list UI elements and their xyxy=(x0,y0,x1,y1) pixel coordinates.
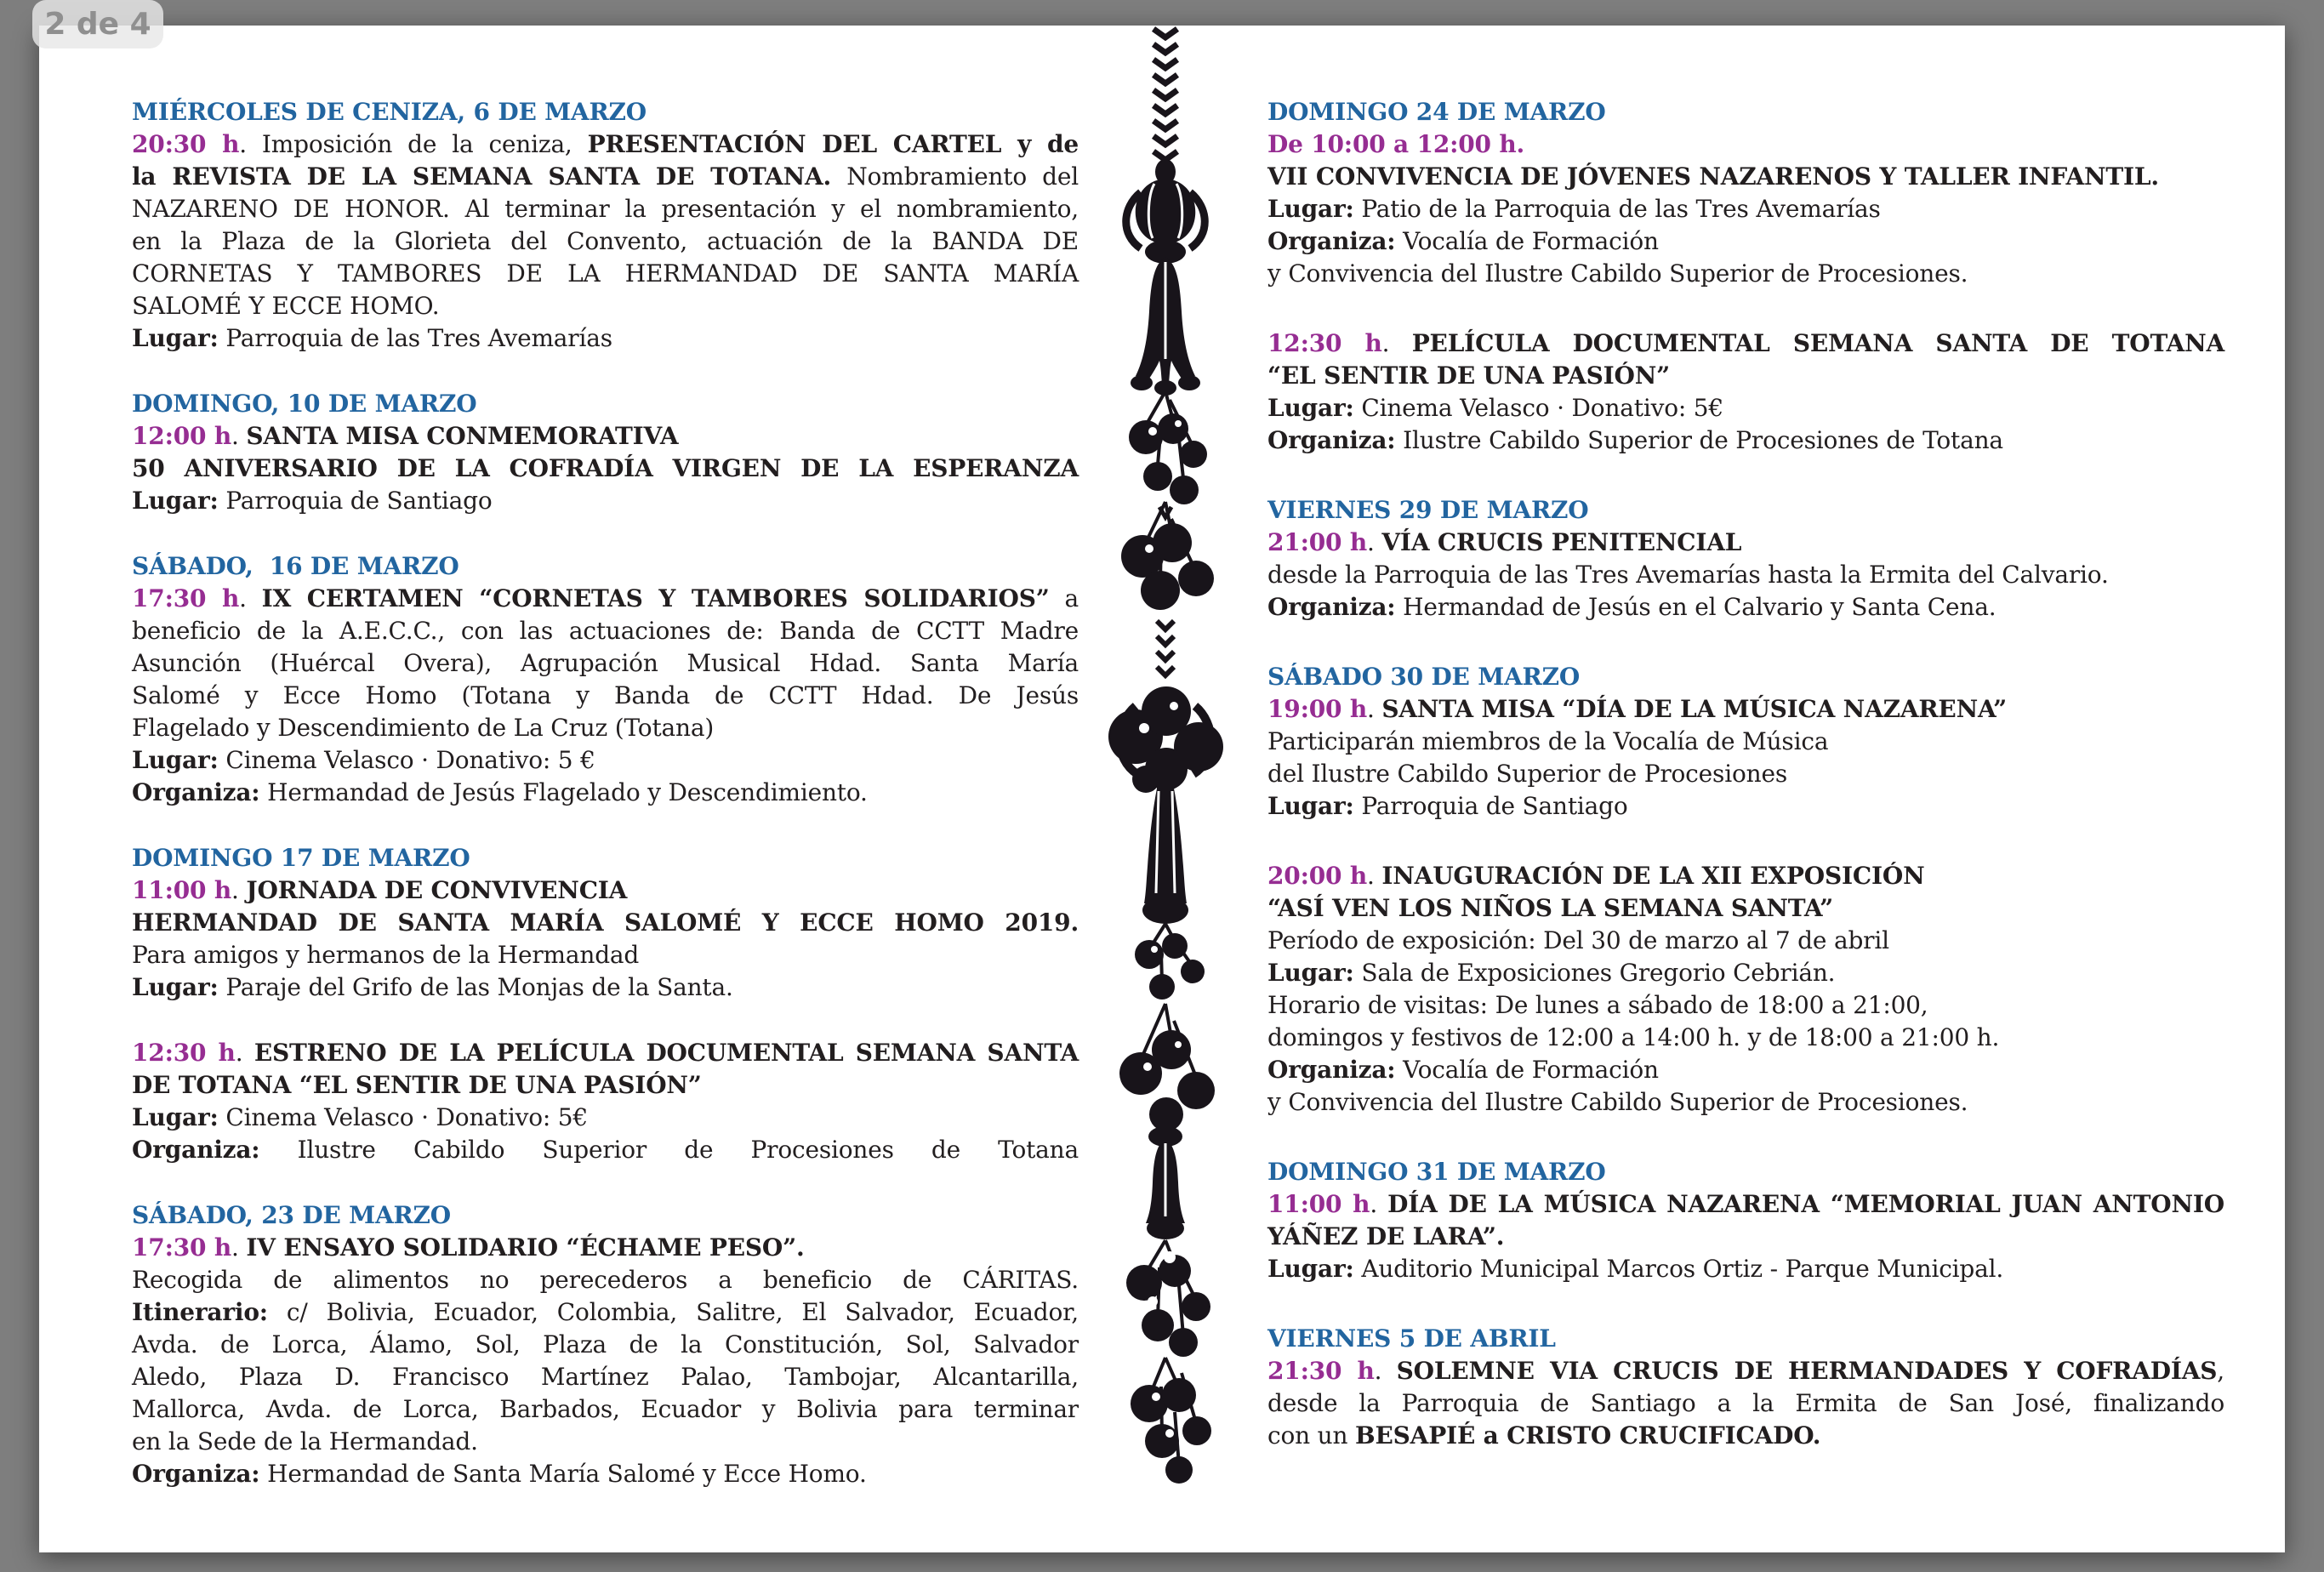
event-bold-text: ESTRENO DE LA PELÍCULA DOCUMENTAL SEMANA SANTA xyxy=(253,1039,1079,1067)
event-date: DOMINGO, 10 DE MARZO xyxy=(132,390,477,418)
text-line xyxy=(132,939,1079,971)
event-bold-text: SOLEMNE VIA CRUCIS DE HERMANDADES Y COFRADÍAS xyxy=(1396,1357,2218,1385)
event-text: Sala de Exposiciones Gregorio Cebrián. xyxy=(1353,959,1836,987)
event-time: 19:00 h xyxy=(1267,695,1367,723)
text-line xyxy=(132,550,1079,583)
text-line xyxy=(132,1426,1079,1458)
text-line xyxy=(1267,559,2224,591)
event-bold-text: Organiza: xyxy=(1267,227,1396,255)
event-time: 11:00 h xyxy=(132,876,231,904)
text-line xyxy=(132,842,1079,874)
event-bold-text: Itinerario: xyxy=(132,1298,268,1326)
text-line xyxy=(1267,527,2224,559)
text-line xyxy=(1267,424,2224,457)
event-block xyxy=(1267,860,2224,1119)
event-text: Ilustre Cabildo Superior de Procesiones de Totana xyxy=(1395,426,2003,454)
tassel-icon xyxy=(1119,1004,1215,1239)
event-block xyxy=(1267,494,2224,624)
event-block xyxy=(132,550,1079,809)
event-bold-text: VÍA CRUCIS PENITENCIAL xyxy=(1381,528,1742,556)
text-line xyxy=(1267,360,2224,392)
event-bold-text: “ASÍ VEN LOS NIÑOS LA SEMANA SANTA” xyxy=(1267,894,1834,922)
event-date: VIERNES 29 DE MARZO xyxy=(1267,496,1589,524)
text-line xyxy=(1267,1323,2224,1355)
event-bold-text: Lugar: xyxy=(1267,1255,1354,1283)
text-line xyxy=(132,1329,1079,1361)
event-bold-text: Lugar: xyxy=(1267,195,1354,223)
text-line xyxy=(1267,860,2224,892)
event-text: desde la Parroquia de las Tres Avemarías hasta la Ermita del Calvario. xyxy=(1267,561,2109,589)
right-column xyxy=(1267,96,2224,1489)
text-line xyxy=(1267,161,2224,193)
text-line xyxy=(132,680,1079,712)
event-time: 20:00 h xyxy=(1267,862,1367,890)
text-line xyxy=(132,712,1079,744)
braided-cord-icon xyxy=(1157,621,1174,675)
text-line xyxy=(1267,661,2224,693)
event-block xyxy=(1267,1156,2224,1285)
pompom-cluster-icon xyxy=(1129,391,1207,504)
braided-cord-icon xyxy=(1153,29,1177,160)
event-bold-text: SANTA MISA “DÍA DE LA MÚSICA NAZARENA” xyxy=(1381,695,2008,723)
pompom-cluster-icon xyxy=(1131,1358,1211,1484)
text-line xyxy=(132,290,1079,322)
text-line xyxy=(1267,1221,2224,1253)
text-line xyxy=(1267,758,2224,790)
event-text: , xyxy=(2217,1357,2224,1385)
text-line xyxy=(1267,392,2224,424)
event-bold-text: Lugar: xyxy=(1267,792,1354,820)
event-text: Cinema Velasco · Donativo: 5€ xyxy=(1353,394,1724,422)
event-text: . xyxy=(1370,1190,1388,1218)
text-line xyxy=(132,744,1079,777)
text-line xyxy=(132,615,1079,647)
text-line xyxy=(132,777,1079,809)
event-time: 20:30 h xyxy=(132,130,240,158)
text-line xyxy=(1267,989,2224,1022)
event-text: del Ilustre Cabildo Superior de Procesiones xyxy=(1267,760,1787,788)
event-time: 11:00 h xyxy=(1267,1190,1370,1218)
event-bold-text: Lugar: xyxy=(132,746,219,774)
event-text: . xyxy=(235,1039,254,1067)
document-page xyxy=(39,26,2285,1552)
event-text: Auditorio Municipal Marcos Ortiz - Parque Municipal. xyxy=(1353,1255,2004,1283)
text-line xyxy=(1267,1188,2224,1221)
text-line xyxy=(132,193,1079,225)
event-block xyxy=(132,1037,1079,1166)
text-line xyxy=(1267,1387,2224,1420)
text-line xyxy=(132,971,1079,1004)
text-line xyxy=(1267,1253,2224,1285)
event-bold-text: Organiza: xyxy=(1267,593,1396,621)
event-date: SÁBADO, 23 DE MARZO xyxy=(132,1201,451,1229)
event-bold-text: IX CERTAMEN “CORNETAS Y TAMBORES SOLIDARIOS” xyxy=(261,584,1050,612)
event-text: . xyxy=(231,422,247,450)
event-bold-text: Organiza: xyxy=(132,1460,260,1488)
text-line xyxy=(132,225,1079,258)
event-bold-text: VII CONVIVENCIA DE JÓVENES NAZARENOS Y TALLER INFANTIL. xyxy=(1267,162,2159,191)
event-bold-text: BESAPIÉ a CRISTO CRUCIFICADO. xyxy=(1355,1421,1821,1450)
event-text: . xyxy=(231,876,247,904)
text-line xyxy=(132,1361,1079,1393)
text-line xyxy=(132,1393,1079,1426)
event-bold-text: HERMANDAD DE SANTA MARÍA SALOMÉ Y ECCE HOMO 2019. xyxy=(132,908,1079,937)
event-text: Hermandad de Jesús Flagelado y Descendimiento. xyxy=(259,778,868,806)
event-text: Salomé y Ecce Homo (Totana y Banda de CCTT Hdad. De Jesús xyxy=(132,681,1079,709)
event-text: y Convivencia del Ilustre Cabildo Superior de Procesiones. xyxy=(1267,259,1968,288)
event-text: Parroquia de Santiago xyxy=(1353,792,1628,820)
event-time: 21:00 h xyxy=(1267,528,1367,556)
event-date: SÁBADO, 16 DE MARZO xyxy=(132,552,459,580)
event-text: en la Sede de la Hermandad. xyxy=(132,1427,478,1455)
event-bold-text: DÍA DE LA MÚSICA NAZARENA “MEMORIAL JUAN ANTONIO xyxy=(1387,1190,2224,1218)
text-line xyxy=(132,420,1079,453)
event-text: Participarán miembros de la Vocalía de Música xyxy=(1267,727,1829,755)
event-bold-text: Lugar: xyxy=(1267,394,1354,422)
event-bold-text: Lugar: xyxy=(132,1103,219,1131)
event-bold-text: INAUGURACIÓN DE LA XII EXPOSICIÓN xyxy=(1381,862,1925,890)
event-time: 12:00 h xyxy=(132,422,231,450)
text-line xyxy=(132,1037,1079,1069)
event-text: y Convivencia del Ilustre Cabildo Superior de Procesiones. xyxy=(1267,1088,1968,1116)
text-line xyxy=(1267,494,2224,527)
text-line xyxy=(132,485,1079,517)
event-time: De 10:00 a 12:00 h. xyxy=(1267,130,1525,158)
event-block xyxy=(1267,1323,2224,1452)
text-line xyxy=(132,1102,1079,1134)
event-text: Vocalía de Formación xyxy=(1395,1056,1659,1084)
event-text: Recogida de alimentos no perecederos a beneficio de CÁRITAS. xyxy=(132,1266,1079,1294)
event-bold-text: “EL SENTIR DE UNA PASIÓN” xyxy=(1267,362,1670,390)
pompom-cluster-icon xyxy=(1135,924,1205,1000)
event-text: desde la Parroquia de Santiago a la Ermita de San José, finalizando xyxy=(1267,1389,2224,1417)
text-line xyxy=(132,1296,1079,1329)
text-line xyxy=(132,258,1079,290)
event-text: Avda. de Lorca, Álamo, Sol, Plaza de la Constitución, Sol, Salvador xyxy=(132,1330,1079,1358)
event-bold-text: YÁÑEZ DE LARA”. xyxy=(1267,1222,1505,1250)
event-text: CORNETAS Y TAMBORES DE LA HERMANDAD DE SANTA MARÍA xyxy=(132,259,1079,288)
text-line xyxy=(1267,1086,2224,1119)
event-text: . Imposición de la ceniza, xyxy=(239,130,588,158)
event-text: . xyxy=(1374,1357,1397,1385)
text-line xyxy=(132,1069,1079,1102)
event-text: SALOMÉ Y ECCE HOMO. xyxy=(132,292,440,320)
event-bold-text: Organiza: xyxy=(1267,426,1396,454)
text-line xyxy=(1267,726,2224,758)
tassel-large-icon xyxy=(1108,686,1223,924)
cord-tassel-divider-image xyxy=(1093,26,1238,1489)
text-line xyxy=(132,161,1079,193)
event-text: Nombramiento del xyxy=(831,162,1079,191)
text-line xyxy=(132,1134,1079,1166)
event-text: Parroquia de las Tres Avemarías xyxy=(218,324,612,352)
event-block xyxy=(1267,661,2224,823)
event-text: . xyxy=(239,584,262,612)
event-bold-text: DE TOTANA “EL SENTIR DE UNA PASIÓN” xyxy=(132,1071,702,1099)
text-line xyxy=(1267,96,2224,128)
event-text: Mallorca, Avda. de Lorca, Barbados, Ecuador y Bolivia para terminar xyxy=(132,1395,1079,1423)
event-bold-text: Lugar: xyxy=(132,324,219,352)
event-block xyxy=(132,388,1079,517)
event-date: SÁBADO 30 DE MARZO xyxy=(1267,663,1581,691)
event-bold-text: Organiza: xyxy=(1267,1056,1396,1084)
event-block xyxy=(132,1199,1079,1490)
event-time: 17:30 h xyxy=(132,584,240,612)
event-bold-text: PRESENTACIÓN DEL CARTEL y de xyxy=(587,130,1079,158)
event-text: Hermandad de Jesús en el Calvario y Santa Cena. xyxy=(1395,593,1996,621)
page-indicator-badge xyxy=(32,0,163,48)
text-line xyxy=(1267,1054,2224,1086)
event-text: Cinema Velasco · Donativo: 5€ xyxy=(218,1103,589,1131)
left-column xyxy=(132,96,1079,1524)
event-text: Ilustre Cabildo Superior de Procesiones de Totana xyxy=(259,1136,1079,1164)
event-time: 12:30 h xyxy=(132,1039,236,1067)
event-block xyxy=(1267,96,2224,290)
event-text: . xyxy=(1366,528,1382,556)
event-block xyxy=(132,96,1079,355)
event-text: Patio de la Parroquia de las Tres Avemarías xyxy=(1353,195,1881,223)
text-line xyxy=(1267,892,2224,925)
event-text: Flagelado y Descendimiento de La Cruz (Totana) xyxy=(132,714,715,742)
text-line xyxy=(1267,925,2224,957)
text-line xyxy=(132,907,1079,939)
text-line xyxy=(132,1264,1079,1296)
event-bold-text: Lugar: xyxy=(1267,959,1354,987)
event-text: Horario de visitas: De lunes a sábado de 18:00 a 21:00, xyxy=(1267,991,1928,1019)
pompom-cluster-icon xyxy=(1126,1240,1210,1357)
text-line xyxy=(1267,225,2224,258)
event-text: NAZARENO DE HONOR. Al terminar la presentación y el nombramiento, xyxy=(132,195,1079,223)
event-text: . xyxy=(231,1233,247,1262)
text-line xyxy=(1267,1355,2224,1387)
text-line xyxy=(132,322,1079,355)
text-line xyxy=(1267,328,2224,360)
event-bold-text: Organiza: xyxy=(132,1136,260,1164)
event-text: c/ Bolivia, Ecuador, Colombia, Salitre, El Salvador, Ecuador, xyxy=(267,1298,1079,1326)
event-block xyxy=(132,842,1079,1004)
event-bold-text: Organiza: xyxy=(132,778,260,806)
event-text: Para amigos y hermanos de la Hermandad xyxy=(132,941,640,969)
event-text: domingos y festivos de 12:00 a 14:00 h. y de 18:00 a 21:00 h. xyxy=(1267,1023,2000,1051)
event-text: . xyxy=(1366,862,1382,890)
event-time: 21:30 h xyxy=(1267,1357,1375,1385)
tassel-top-icon xyxy=(1126,159,1205,396)
text-line xyxy=(132,647,1079,680)
text-line xyxy=(1267,1022,2224,1054)
event-bold-text: IV ENSAYO SOLIDARIO “ÉCHAME PESO”. xyxy=(246,1233,805,1262)
event-bold-text: Lugar: xyxy=(132,973,219,1001)
text-line xyxy=(1267,128,2224,161)
event-bold-text: Lugar: xyxy=(132,487,219,515)
event-text: con un xyxy=(1267,1421,1356,1450)
event-time: 17:30 h xyxy=(132,1233,231,1262)
text-line xyxy=(132,874,1079,907)
text-line xyxy=(1267,258,2224,290)
event-text: Hermandad de Santa María Salomé y Ecce Homo. xyxy=(259,1460,867,1488)
event-text: Paraje del Grifo de las Monjas de la Santa. xyxy=(218,973,733,1001)
page-indicator-label: 2 de 4 xyxy=(44,7,151,42)
event-date: DOMINGO 17 DE MARZO xyxy=(132,844,470,872)
event-date: DOMINGO 31 DE MARZO xyxy=(1267,1158,1606,1186)
text-line xyxy=(132,583,1079,615)
event-text: Asunción (Huércal Overa), Agrupación Musical Hdad. Santa María xyxy=(132,649,1079,677)
event-text: Período de exposición: Del 30 de marzo al 7 de abril xyxy=(1267,926,1889,954)
event-text: beneficio de la A.E.C.C., con las actuaciones de: Banda de CCTT Madre xyxy=(132,617,1079,645)
event-bold-text: 50 ANIVERSARIO DE LA COFRADÍA VIRGEN DE LA ESPERANZA xyxy=(132,454,1079,482)
event-text: Aledo, Plaza D. Francisco Martínez Palao, Tambojar, Alcantarilla, xyxy=(132,1363,1079,1391)
text-line xyxy=(132,1199,1079,1232)
text-line xyxy=(132,453,1079,485)
pompom-cluster-icon xyxy=(1121,502,1214,610)
event-bold-text: la REVISTA DE LA SEMANA SANTA DE TOTANA. xyxy=(132,162,832,191)
text-line xyxy=(132,388,1079,420)
event-text: a xyxy=(1049,584,1079,612)
event-block xyxy=(1267,328,2224,457)
event-bold-text: SANTA MISA CONMEMORATIVA xyxy=(246,422,679,450)
event-date: MIÉRCOLES DE CENIZA, 6 DE MARZO xyxy=(132,98,647,126)
event-text: Vocalía de Formación xyxy=(1395,227,1659,255)
event-text: . xyxy=(1381,329,1412,357)
event-text: Cinema Velasco · Donativo: 5 € xyxy=(218,746,595,774)
text-line xyxy=(132,1232,1079,1264)
text-line xyxy=(1267,957,2224,989)
text-line xyxy=(132,1458,1079,1490)
text-line xyxy=(1267,790,2224,823)
event-time: 12:30 h xyxy=(1267,329,1382,357)
event-text: . xyxy=(1366,695,1382,723)
text-line xyxy=(132,128,1079,161)
text-line xyxy=(132,96,1079,128)
event-date: DOMINGO 24 DE MARZO xyxy=(1267,98,1606,126)
event-date: VIERNES 5 DE ABRIL xyxy=(1267,1324,1556,1353)
text-line xyxy=(1267,1156,2224,1188)
event-bold-text: JORNADA DE CONVIVENCIA xyxy=(246,876,628,904)
event-text: Parroquia de Santiago xyxy=(218,487,493,515)
text-line xyxy=(1267,693,2224,726)
text-line xyxy=(1267,591,2224,624)
event-bold-text: PELÍCULA DOCUMENTAL SEMANA SANTA DE TOTANA xyxy=(1411,329,2224,357)
text-line xyxy=(1267,193,2224,225)
event-text: en la Plaza de la Glorieta del Convento, actuación de la BANDA DE xyxy=(132,227,1079,255)
text-line xyxy=(1267,1420,2224,1452)
